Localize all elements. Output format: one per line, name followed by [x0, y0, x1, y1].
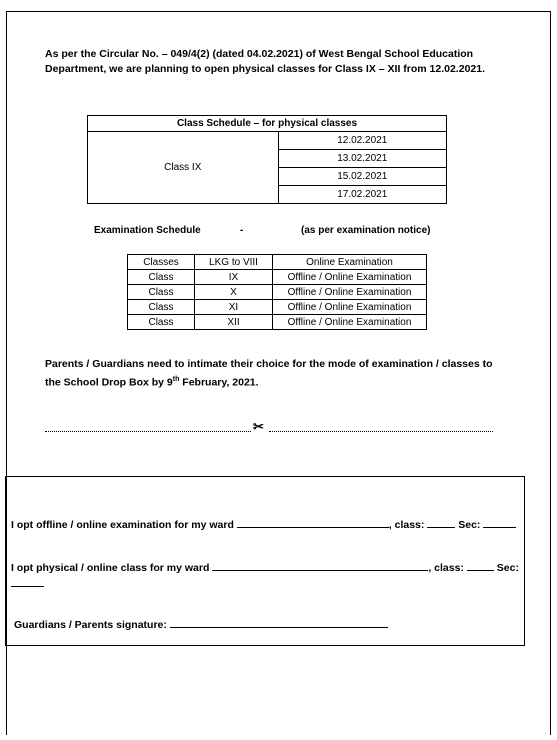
- class-field[interactable]: [467, 560, 494, 571]
- schedule-date: 17.02.2021: [278, 186, 446, 204]
- ordinal-suffix: th: [172, 376, 180, 383]
- reply-slip: [5, 476, 525, 646]
- intimation-line-2: [45, 372, 505, 391]
- table-cell: XII: [195, 315, 273, 330]
- table-cell: Offline / Online Examination: [273, 270, 427, 285]
- circular-notice: [45, 47, 495, 77]
- sec-label: Sec:: [496, 562, 519, 574]
- signature-label: Guardians / Parents signature:: [14, 619, 167, 631]
- dotted-line: [269, 431, 493, 432]
- class-schedule-title: Class Schedule – for physical classes: [88, 116, 447, 132]
- exam-option-label: I opt offline / online examination for my ward: [11, 519, 234, 531]
- sec-continuation: [11, 576, 44, 590]
- header-cell: Online Examination: [273, 255, 427, 270]
- class-schedule-table: [87, 115, 447, 204]
- table-row: [128, 285, 427, 300]
- exam-schedule-label: Examination Schedule: [94, 225, 201, 236]
- physical-option-label: I opt physical / online class for my ward: [11, 562, 210, 574]
- scissors-icon: ✂: [253, 419, 264, 434]
- class-label: , class:: [428, 562, 464, 574]
- cut-line: [45, 419, 493, 434]
- table-cell: XI: [195, 300, 273, 315]
- schedule-date: 12.02.2021: [278, 132, 446, 150]
- sec-label: Sec:: [458, 519, 481, 531]
- sec-field[interactable]: [11, 576, 44, 587]
- table-row: [128, 300, 427, 315]
- table-cell: Offline / Online Examination: [273, 285, 427, 300]
- intimation-text: the School Drop Box by 9: [45, 376, 173, 389]
- table-cell: IX: [195, 270, 273, 285]
- table-cell: Offline / Online Examination: [273, 315, 427, 330]
- intimation-text: February, 2021.: [179, 376, 259, 389]
- sec-field[interactable]: [483, 517, 516, 528]
- exam-option-line: [11, 517, 516, 531]
- circular-line-1: As per the Circular No. – 049/4(2) (dated 04.02.2021) of West Bengal School Education: [45, 48, 474, 60]
- circular-line-2: Department, we are planning to open physical classes for Class IX – XII from 12.02.2021.: [45, 63, 486, 75]
- table-row: [128, 270, 427, 285]
- header-cell: LKG to VIII: [195, 255, 273, 270]
- exam-schedule-note: (as per examination notice): [301, 225, 431, 236]
- table-cell: Offline / Online Examination: [273, 300, 427, 315]
- exam-schedule-dash: -: [240, 225, 244, 236]
- table-cell: X: [195, 285, 273, 300]
- class-label: , class:: [388, 519, 425, 531]
- table-cell: Class: [128, 270, 195, 285]
- physical-option-line: [11, 560, 519, 574]
- signature-line: [14, 617, 388, 631]
- table-row: [128, 315, 427, 330]
- schedule-date: 13.02.2021: [278, 150, 446, 168]
- ward-name-field[interactable]: [212, 560, 428, 571]
- table-cell: Class: [128, 285, 195, 300]
- exam-schedule-table: [127, 254, 427, 330]
- intimation-notice: [45, 356, 505, 391]
- table-cell: Class: [128, 300, 195, 315]
- class-field[interactable]: [427, 517, 455, 528]
- intimation-line-1: Parents / Guardians need to intimate their choice for the mode of examination / classes to: [45, 358, 493, 370]
- class-schedule-class: Class IX: [88, 132, 279, 204]
- table-cell: Class: [128, 315, 195, 330]
- header-cell: Classes: [128, 255, 195, 270]
- table-header-row: [128, 255, 427, 270]
- dotted-line: [45, 431, 251, 432]
- ward-name-field[interactable]: [237, 517, 389, 528]
- signature-field[interactable]: [170, 617, 388, 628]
- exam-schedule-heading: [94, 225, 434, 239]
- schedule-date: 15.02.2021: [278, 168, 446, 186]
